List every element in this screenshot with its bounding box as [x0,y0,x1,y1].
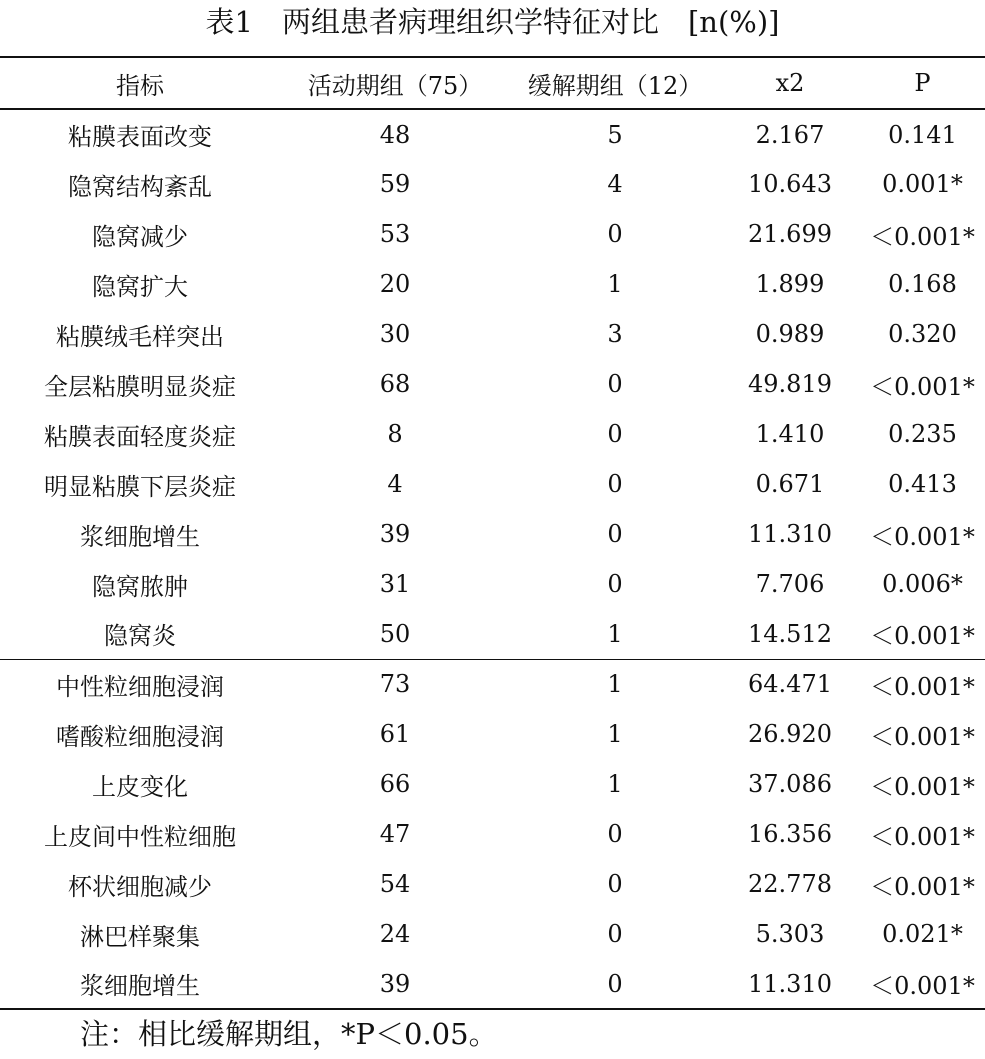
chi-square-cell: 64.471 [720,659,860,709]
p-value-cell: ＜0.001* [870,722,975,751]
table-row [0,809,985,859]
p-value-cell: ＜0.001* [860,659,985,709]
indicator-cell: 浆细胞增生 [80,522,200,551]
indicator-cell: 隐窝炎 [104,622,176,651]
table-row [0,709,985,759]
remission-count-cell: 0 [607,570,623,598]
chi-square-cell: 14.512 [748,619,832,648]
chi-square-cell: 16.356 [748,820,832,848]
indicator-cell: 隐窝减少 [92,222,188,251]
table-row [0,759,985,809]
remission-count-cell: 0 [607,520,623,548]
p-value-cell: ＜0.001* [870,772,975,801]
remission-count-cell: 0 [510,959,720,1009]
remission-count-cell: 0 [607,920,623,948]
indicator-cell: 明显粘膜下层炎症 [44,472,236,501]
active-count-cell: 59 [379,170,411,198]
p-value-cell: 0.001* [882,170,963,198]
chi-square-cell: 10.643 [748,170,832,198]
indicator-cell: 粘膜表面改变 [68,123,212,151]
table-row [0,109,985,159]
remission-count-cell: 0 [607,420,623,448]
active-count-cell: 39 [379,520,411,548]
active-count-cell: 20 [379,270,411,298]
active-count-cell: 47 [379,820,411,848]
p-value-cell: ＜0.001* [870,872,975,901]
table-row [0,659,985,709]
table-row [0,409,985,459]
remission-count-cell: 3 [607,320,623,348]
header-remission-group: 缓解期组（12） [510,57,720,109]
indicator-cell: 粘膜表面轻度炎症 [44,422,236,451]
active-count-cell: 53 [379,220,411,248]
p-value-cell: 0.021* [882,920,963,948]
remission-count-cell: 1 [510,659,720,709]
chi-square-cell: 1.410 [755,420,825,448]
chi-square-cell: 49.819 [748,370,832,398]
chi-square-cell: 22.778 [748,870,832,898]
indicator-cell: 隐窝结构紊乱 [68,172,212,201]
table-row [0,259,985,309]
p-value-cell: ＜0.001* [870,622,975,651]
active-count-cell: 73 [280,659,510,709]
chi-square-cell: 11.310 [720,959,860,1009]
chi-square-cell: 7.706 [755,570,825,598]
chi-square-cell: 11.310 [748,520,832,548]
indicator-cell: 中性粒细胞浸润 [0,659,280,709]
active-count-cell: 54 [379,870,411,898]
table-row [0,159,985,209]
remission-count-cell: 0 [607,470,623,498]
active-count-cell: 66 [379,770,411,798]
indicator-cell: 杯状细胞减少 [68,872,212,901]
active-count-cell: 68 [379,370,411,398]
p-value-cell: 0.168 [888,270,957,298]
indicator-cell: 浆细胞增生 [0,959,280,1009]
header-chi-square: x2 [720,57,860,109]
remission-count-cell: 0 [607,870,623,898]
active-count-cell: 4 [387,470,403,498]
active-count-cell: 39 [280,959,510,1009]
remission-count-cell: 1 [607,619,623,648]
p-value-cell: ＜0.001* [860,959,985,1009]
chi-square-cell: 2.167 [755,120,825,149]
table-row [0,359,985,409]
table-row [0,559,985,609]
p-value-cell: ＜0.001* [870,372,975,401]
comparison-table [0,56,985,1010]
remission-count-cell: 4 [607,170,623,198]
p-value-cell: ＜0.001* [870,522,975,551]
remission-count-cell: 0 [607,220,623,248]
active-count-cell: 31 [379,570,411,598]
remission-count-cell: 1 [607,720,623,748]
p-value-cell: ＜0.001* [870,222,975,251]
table-row [0,859,985,909]
indicator-cell: 隐窝扩大 [92,272,188,301]
active-count-cell: 24 [379,920,411,948]
p-value-cell: 0.141 [888,120,957,149]
indicator-cell: 粘膜绒毛样突出 [56,322,224,351]
indicator-cell: 全层粘膜明显炎症 [44,372,236,401]
chi-square-cell: 5.303 [755,920,825,948]
header-indicator: 指标 [0,57,280,109]
table-row [0,609,985,659]
chi-square-cell: 37.086 [748,770,832,798]
header-p-value: P [860,57,985,109]
chi-square-cell: 0.671 [755,470,825,498]
table-title: 表1 两组患者病理组织学特征对比 [n(%)] [205,5,780,39]
indicator-cell: 隐窝脓肿 [92,572,188,601]
table-row [0,309,985,359]
p-value-cell: 0.235 [888,420,957,448]
active-count-cell: 50 [379,619,411,648]
remission-count-cell: 0 [607,820,623,848]
active-count-cell: 61 [379,720,411,748]
chi-square-cell: 0.989 [755,320,825,348]
header-active-group: 活动期组（75） [280,57,510,109]
table-row [0,959,985,1009]
table-row [0,459,985,509]
remission-count-cell: 0 [607,370,623,398]
p-value-cell: 0.320 [888,320,957,348]
table-row [0,209,985,259]
p-value-cell: 0.006* [882,570,963,598]
p-value-cell: 0.413 [888,470,957,498]
indicator-cell: 淋巴样聚集 [80,922,200,951]
header-row [0,57,985,109]
p-value-cell: ＜0.001* [870,822,975,851]
active-count-cell: 48 [379,120,411,149]
table-row [0,909,985,959]
remission-count-cell: 5 [607,120,623,149]
active-count-cell: 30 [379,320,411,348]
chi-square-cell: 26.920 [748,720,832,748]
footnote: 注：相比缓解期组，*P＜0.05。 [80,1017,498,1051]
remission-count-cell: 1 [607,770,623,798]
indicator-cell: 上皮间中性粒细胞 [44,822,236,851]
chi-square-cell: 21.699 [748,220,832,248]
table-row [0,509,985,559]
indicator-cell: 嗜酸粒细胞浸润 [56,722,224,751]
remission-count-cell: 1 [607,270,623,298]
indicator-cell: 上皮变化 [92,772,188,801]
active-count-cell: 8 [387,420,403,448]
chi-square-cell: 1.899 [755,270,825,298]
